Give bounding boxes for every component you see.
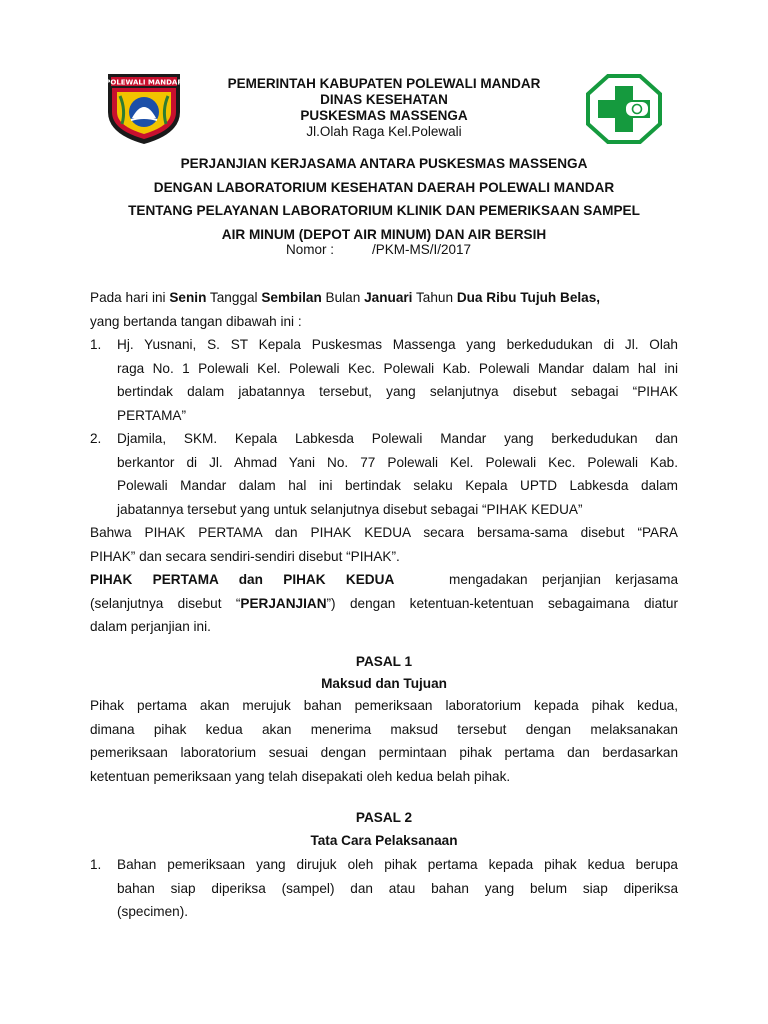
agreement-text: ”) dengan ketentuan-ketentuan sebagaimana diatur xyxy=(326,595,678,611)
title-line-3: TENTANG PELAYANAN LABORATORIUM KLINIK DAN PEMERIKSAAN SAMPEL xyxy=(128,203,640,218)
party-line: berkantor di Jl. Ahmad Yani No. 77 Polewali Kel. Polewali Kec. Polewali Kab. xyxy=(117,454,678,470)
intro-text: Tahun xyxy=(415,290,454,305)
title-line-1: PERJANJIAN KERJASAMA ANTARA PUSKESMAS MASSENGA xyxy=(180,156,588,171)
pasal-1-line: Pihak pertama akan merujuk bahan pemeriksaan laboratorium kepada pihak kedua, xyxy=(90,698,678,713)
parties-list xyxy=(90,333,678,521)
party-line: Hj. Yusnani, S. ST Kepala Puskesmas Massenga yang berkedudukan di Jl. Olah xyxy=(117,337,678,352)
party-line: raga No. 1 Polewali Kel. Polewali Kec. Polewali Kab. Polewali Mandar dalam hal ini xyxy=(117,360,678,376)
pasal-1-heading: PASAL 1 xyxy=(355,654,413,669)
intro-text: Pada hari ini xyxy=(90,290,166,305)
pasal-2-line: bahan siap diperiksa (sampel) dan atau bahan yang belum siap diperiksa xyxy=(117,880,678,896)
para-pihak-line: PIHAK” dan secara sendiri-sendiri disebut “PIHAK”. xyxy=(90,548,400,564)
letterhead-government: PEMERINTAH KABUPATEN POLEWALI MANDAR xyxy=(227,76,541,91)
agreement-parties: PIHAK PERTAMA dan PIHAK KEDUA xyxy=(90,572,395,587)
party-line: bertindak dalam jabatannya tersebut, yang selanjutnya disebut sebagai “PIHAK xyxy=(117,384,678,399)
intro-line-2: yang bertanda tangan dibawah ini : xyxy=(90,313,302,329)
party-line: Polewali Mandar dalam hal ini bertindak selaku Kepala UPTD Labkesda dalam xyxy=(117,478,678,493)
title-line-2: DENGAN LABORATORIUM KESEHATAN DAERAH POLEWALI MANDAR xyxy=(153,179,615,195)
pasal-2-list xyxy=(90,853,678,924)
intro-date: Sembilan xyxy=(261,290,322,305)
pasal-2-subheading: Tata Cara Pelaksanaan xyxy=(310,833,458,848)
pasal-2-line: Bahan pemeriksaan yang dirujuk oleh pihak pertama kepada pihak kedua berupa xyxy=(117,857,678,872)
title-line-4: AIR MINUM (DEPOT AIR MINUM) DAN AIR BERSIH xyxy=(221,226,547,242)
party-line: PERTAMA” xyxy=(117,407,186,423)
list-item xyxy=(90,333,678,427)
party-line: jabatannya tersebut yang untuk selanjutnya disebut sebagai “PIHAK KEDUA” xyxy=(117,501,583,517)
list-number: 2. xyxy=(90,431,102,446)
list-number: 1. xyxy=(90,337,102,352)
agreement-term: PERJANJIAN xyxy=(240,595,327,611)
intro-paragraph xyxy=(90,286,678,333)
pasal-2-line: (specimen). xyxy=(117,904,189,919)
agreement-text: (selanjutnya disebut “ xyxy=(90,595,241,611)
letterhead xyxy=(184,76,584,139)
letterhead-puskesmas: PUSKESMAS MASSENGA xyxy=(300,108,468,123)
pasal-2-heading: PASAL 2 xyxy=(355,810,413,825)
party-line: Djamila, SKM. Kepala Labkesda Polewali Mandar yang berkedudukan dan xyxy=(117,431,678,446)
logo-left-text: POLEWALI MANDAR xyxy=(105,78,183,87)
pasal-1-subheading: Maksud dan Tujuan xyxy=(321,676,447,691)
agreement-title xyxy=(90,152,678,246)
letterhead-department: DINAS KESEHATAN xyxy=(320,92,448,107)
agreement-text: dalam perjanjian ini. xyxy=(90,619,211,634)
letterhead-address: Jl.Olah Raga Kel.Polewali xyxy=(306,124,462,139)
para-pihak-line: Bahwa PIHAK PERTAMA dan PIHAK KEDUA secara bersama-sama disebut “PARA xyxy=(90,525,678,540)
list-number: 1. xyxy=(90,857,102,872)
nomor-value: /PKM-MS/I/2017 xyxy=(372,242,472,257)
list-item xyxy=(90,427,678,521)
intro-text: Bulan xyxy=(325,290,361,305)
polewali-mandar-logo xyxy=(104,72,184,146)
puskesmas-logo xyxy=(586,74,662,144)
pasal-1-line: pemeriksaan laboratorium sesuai dengan permintaan pihak pertama dan berdasarkan xyxy=(90,745,678,760)
document-number xyxy=(286,242,471,257)
pasal-1-line: ketentuan pemeriksaan yang telah disepakati oleh kedua belah pihak. xyxy=(90,768,511,784)
agreement-text: mengadakan perjanjian kerjasama xyxy=(449,572,679,587)
intro-day: Senin xyxy=(169,290,207,305)
intro-year: Dua Ribu Tujuh Belas, xyxy=(456,290,601,305)
agreement-paragraph xyxy=(90,568,678,639)
nomor-label: Nomor : xyxy=(286,242,335,257)
list-item xyxy=(90,853,678,924)
para-pihak-paragraph xyxy=(90,521,678,568)
intro-month: Januari xyxy=(364,290,413,305)
intro-text: Tanggal xyxy=(209,290,258,305)
pasal-1-body xyxy=(90,694,678,788)
pasal-1-line: dimana pihak kedua akan menerima maksud tersebut dengan melaksanakan xyxy=(90,721,678,737)
